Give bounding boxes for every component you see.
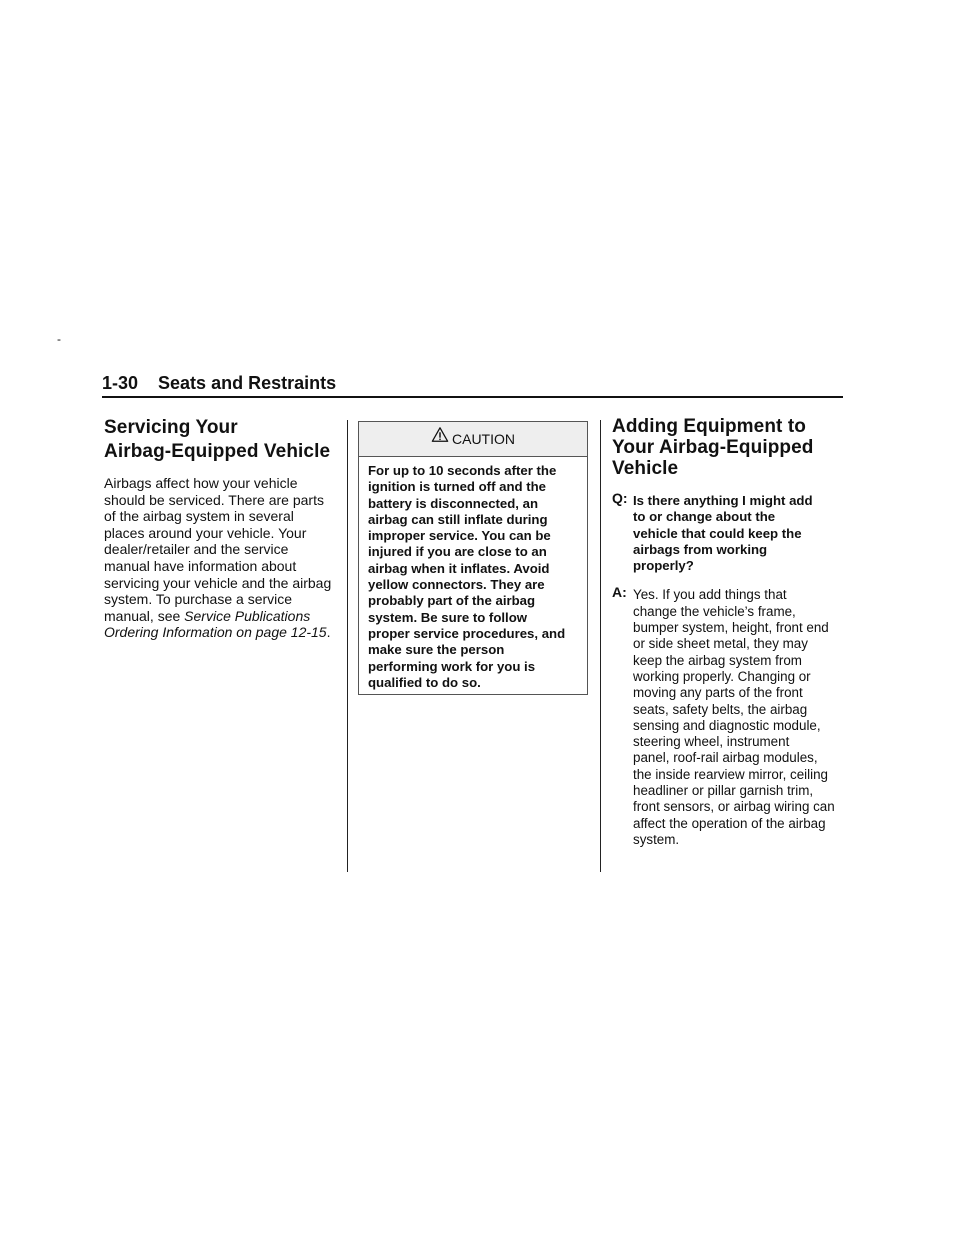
servicing-heading xyxy=(104,416,340,464)
text-punctuation: . xyxy=(326,624,331,641)
answer-text xyxy=(633,587,835,848)
text-line: Is there anything I might add xyxy=(633,493,813,508)
servicing-paragraph xyxy=(104,475,340,641)
text-line: system. To purchase a service xyxy=(104,591,293,608)
header-rule xyxy=(102,396,843,398)
adding-heading-line: Your Airbag-Equipped xyxy=(612,437,814,458)
text-line: working properly. Changing or xyxy=(633,668,811,684)
column-divider-2 xyxy=(600,420,601,872)
text-line: yellow connectors. They are xyxy=(368,577,545,593)
answer-block xyxy=(612,584,848,848)
warning-triangle-icon xyxy=(431,426,449,444)
adding-heading xyxy=(612,416,848,479)
page-number: 1-30 xyxy=(102,373,139,393)
caution-label: CAUTION xyxy=(452,431,515,447)
text-line: make sure the person xyxy=(368,642,505,658)
text-line: sensing and diagnostic module, xyxy=(633,717,821,733)
text-line: seats, safety belts, the airbag xyxy=(633,701,808,717)
text-line: servicing your vehicle and the airbag xyxy=(104,574,332,591)
servicing-heading-line: Servicing Your xyxy=(104,417,238,438)
text-line: Yes. If you add things that xyxy=(633,587,787,603)
text-line: the inside rearview mirror, ceiling xyxy=(633,766,828,782)
text-line: should be serviced. There are parts xyxy=(104,491,324,508)
text-line: ignition is turned off and the xyxy=(368,479,547,495)
text-line: keep the airbag system from xyxy=(633,652,802,668)
text-line: or side sheet metal, they may xyxy=(633,636,808,652)
caution-header xyxy=(359,422,587,457)
text-line: to or change about the xyxy=(633,509,776,525)
text-line: airbag when it inflates. Avoid xyxy=(368,560,550,576)
cross-reference-link[interactable]: Service Publications xyxy=(184,607,311,624)
caution-box xyxy=(358,421,588,695)
section-title: Seats and Restraints xyxy=(158,373,337,393)
text-line: battery is disconnected, an xyxy=(368,495,539,511)
text-line: performing work for you is xyxy=(368,658,536,674)
text-line: For up to 10 seconds after the xyxy=(368,463,557,478)
text-line: headliner or pillar garnish trim, xyxy=(633,783,814,799)
column-divider-1 xyxy=(347,420,348,872)
text-line: dealer/retailer and the service xyxy=(104,541,289,558)
adding-equipment-section xyxy=(612,416,848,848)
answer-tag: A: xyxy=(612,584,627,601)
text-line: system. xyxy=(633,831,680,847)
adding-heading-line: Vehicle xyxy=(612,458,679,479)
question-tag: Q: xyxy=(612,490,628,506)
text-line: of the airbag system in several xyxy=(104,508,294,525)
text-line: injured if you are close to an xyxy=(368,544,547,560)
text-line: proper service procedures, and xyxy=(368,625,566,641)
text-line: vehicle that could keep the xyxy=(633,525,802,541)
text-line: change the vehicle’s frame, xyxy=(633,603,796,619)
adding-heading-line: Adding Equipment to xyxy=(612,416,806,437)
text-line: affect the operation of the airbag xyxy=(633,815,826,831)
text-line: steering wheel, instrument xyxy=(633,734,790,750)
servicing-section xyxy=(104,416,340,641)
caution-text xyxy=(359,457,587,691)
text-line: airbags from working xyxy=(633,541,768,557)
page-mark: - xyxy=(57,332,61,346)
text-line: manual, see xyxy=(104,607,185,624)
text-line: Airbags affect how your vehicle xyxy=(104,475,298,491)
cross-reference-link[interactable]: Ordering Information on page 12-15 xyxy=(104,624,327,641)
text-line: system. Be sure to follow xyxy=(368,609,528,625)
text-line: probably part of the airbag xyxy=(368,593,536,609)
text-line: qualified to do so. xyxy=(368,674,481,690)
text-line: improper service. You can be xyxy=(368,528,551,544)
question-text xyxy=(633,493,813,574)
text-line: properly? xyxy=(633,558,694,574)
text-line: panel, roof-rail airbag modules, xyxy=(633,750,818,766)
page-header xyxy=(102,372,843,394)
text-line: front sensors, or airbag wiring can xyxy=(633,799,835,815)
text-line: places around your vehicle. Your xyxy=(104,524,307,541)
text-line: airbag can still inflate during xyxy=(368,511,548,527)
text-line: bumper system, height, front end xyxy=(633,620,829,636)
question-block xyxy=(612,490,848,574)
text-line: moving any parts of the front xyxy=(633,685,803,701)
servicing-heading-line: Airbag-Equipped Vehicle xyxy=(104,441,331,462)
text-line: manual have information about xyxy=(104,557,297,574)
